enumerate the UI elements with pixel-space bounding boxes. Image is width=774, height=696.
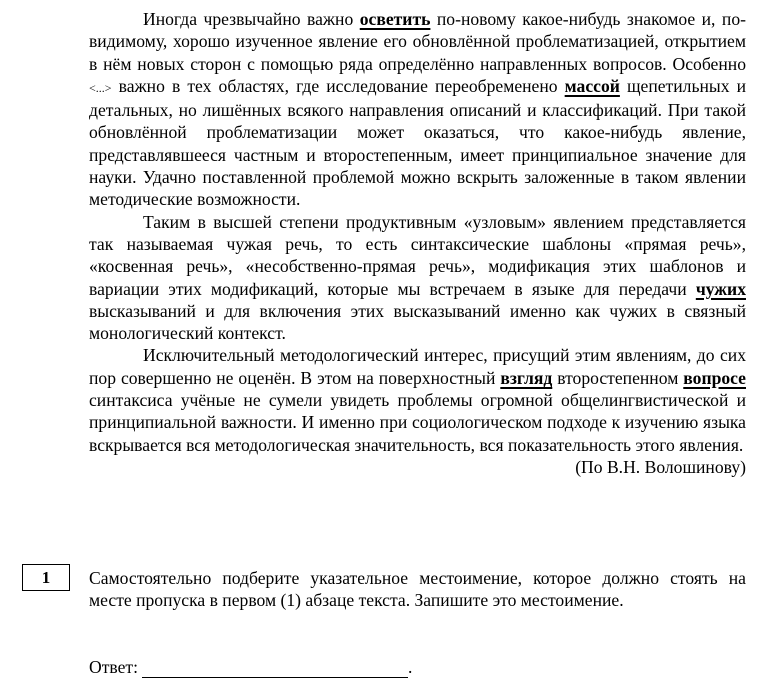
paragraph-3-text: Исключительный методологический интерес, присущий этим явлениям, до сих пор совершенно не оценён. В этом на поверхностный [89, 345, 746, 388]
paragraph-2 [89, 211, 746, 345]
answer-period: . [407, 657, 413, 677]
gap-marker: <...> [89, 80, 112, 95]
paragraph-1-text: щепетильных и детальных, но лишённых всякого направления описаний и классификаций. При такой обновлённой проблематизации может оказаться, что какое-нибудь явление, представлявшееся частным и второстепенным, имеет принципиальное значение для науки. Удачно поставленной проблемой можно вскрыть заложенные в таком явлении методические возможности. [89, 75, 747, 210]
source-attribution: (По В.Н. Волошинову) [575, 456, 746, 477]
answer-field[interactable] [142, 660, 408, 678]
highlighted-word-voprose: вопросе [683, 367, 746, 388]
paragraph-2-text: Таким в высшей степени продуктивным «узловым» явлением представляется так называемая чужая речь, то есть синтаксические шаблоны «прямая речь», «косвенная речь», «несобственно-прямая речь», модификация этих шаблонов и вариации этих модификаций, которые мы встречаем в языке для передачи [89, 211, 746, 299]
task-text: Самостоятельно подберите указательное местоимение, которое должно стоять на месте пропуска в первом (1) абзаце текста. Запишите это местоимение. [89, 568, 746, 611]
answer-label: Ответ: [89, 657, 138, 677]
highlighted-word-vzglyad: взгляд [500, 367, 553, 388]
answer-row [89, 656, 412, 678]
source-text [89, 8, 746, 478]
highlighted-word-massoy: массой [564, 75, 620, 96]
highlighted-word-osvetit: осветить [359, 9, 431, 29]
paragraph-3-text: второстепенном [552, 367, 684, 388]
paragraph-1-text: важно в тех областях, где исследование переобременено [111, 75, 565, 96]
paragraph-3 [89, 344, 746, 455]
task-number-box: 1 [22, 564, 70, 591]
paragraph-1 [89, 8, 746, 211]
highlighted-word-chuzhih: чужих [695, 278, 746, 299]
paragraph-1-text: по-новому какое-нибудь знакомое и, по-видимому, хорошо изученное явление его обновлённой проблематизацией, открытием в нём новых сторон с помощью ряда определённо направленных вопросов. Особенно [89, 9, 746, 74]
paragraph-3-text: синтаксиса учёные не сумели увидеть проблемы огромной общелингвистической и принципиальной важности. И именно при социологическом подходе к изучению языка вскрывается вся методологическая значительность, вся показательность этого явления. [89, 390, 746, 455]
paragraph-1-text: Иногда чрезвычайно важно [143, 9, 360, 29]
paragraph-2-text: высказываний и для включения этих высказываний именно как чужих в связный монологический контекст. [89, 300, 746, 344]
